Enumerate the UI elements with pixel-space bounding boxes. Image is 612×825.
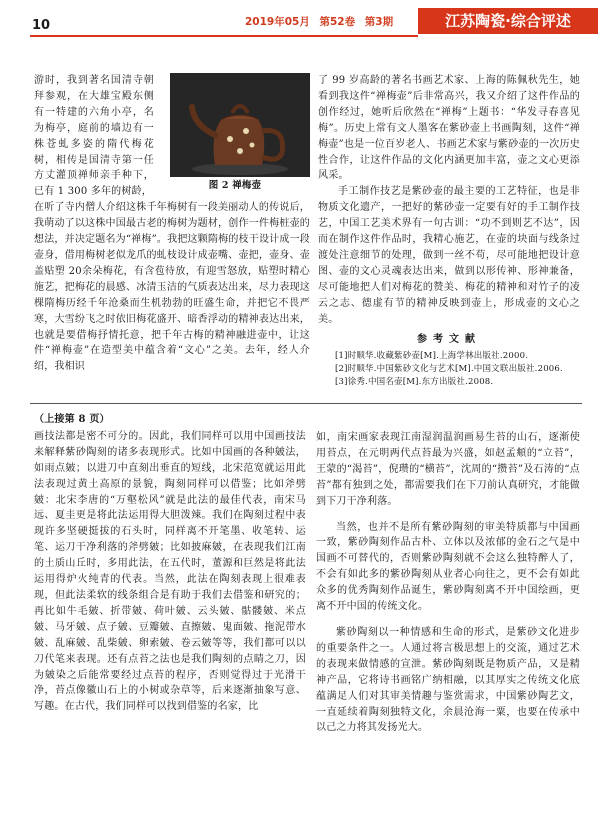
paragraph: 如，南宋画家表现江南湿润温润画易生苔的山石，逐渐使用苔点，在元明两代点苔最为兴盛，如赵孟頫的“立苔”，王蒙的“渴苔”，倪瓒的“横苔”，沈周的“攒苔”及石涛的“点苔”都有独到之处，都需要我们在下刀前认真研究，才能做到下刀干净利落。 [316, 432, 580, 507]
top-left-column [34, 73, 310, 375]
journal-banner: 江苏陶瓷·综合评述 [418, 8, 598, 34]
issue-year: 2019年05月 [245, 16, 310, 28]
continued-note: （上接第 8 页） [34, 414, 110, 425]
figure-caption: 图 2 禅梅壶 [208, 180, 262, 191]
references-title: 参考文献 [417, 333, 481, 345]
bottom-left-column [34, 412, 306, 715]
section-divider [30, 403, 582, 404]
paragraph: 了 99 岁高龄的著名书画艺术家、上海的陈佩秋先生，她看到我这件“禅梅壶”后非常高兴，我又介绍了这件作品的创作经过，她听后欣然在“禅梅”上题书：“华发寻春喜见梅”。历史上常有文人墨客在紫砂壶上书画陶刻，这件“禅梅壶”也是一位百岁老人、书画艺术家与紫砂壶的一次历史性合作，让这件作品的文化内涵更加丰富，壶之文心更添风采。 [318, 75, 580, 182]
body-paragraph: 在听了寺内僧人介绍这株千年梅树有一段美丽动人的传说后，我萌动了以这株中国最古老的梅树为题材，创作一件梅桩壶的想法，并决定题名为“禅梅”。我把这颗隋梅的枝干设计成一段壶身，借用梅树老似龙爪的虬枝设计成壶嘴、壶把，壶身、壶盖贴塑 20余朵梅花，有含苞待放，有迎雪怒放，贴塑时精心施艺，把梅花的晨感、冰清玉洁的气质表达出来，尽力表现这棵隋梅历经千年沧桑而生机勃勃的旺盛生命，并把它不畏严寒，大雪纷飞之时依旧梅花盛开、暗香浮动的精神表达出来，也就是要借梅抒情托意，把千年古梅的精神融进壶中，让这件“禅梅壶”在造型美中蕴含着“文心”之美。去年，经人介绍，我相识 [34, 202, 310, 373]
reference-item: [1]时顺华.收藏紫砂壶[M].上海学林出版社.2000. [335, 351, 529, 362]
page-number: 10 [32, 18, 51, 33]
paragraph: 紫砂陶刻以一种情感和生命的形式，是紫砂文化进步的重要条件之一。人通过将言极思想上的交流，通过艺术的表现来做情感的宣泄。紫砂陶刻既是物质产品，又是精神产品，它将诗书画铭广纳相融，以其厚实之传统文化底蕴满足人们对其审美情趣与鉴赏需求，中国紫砂陶艺文，一直延续着陶刻独特文化，余晨沧海一粟，也要在传承中以己之力将其发扬光大。 [316, 626, 580, 734]
reference-item: [2]时顺华.中国紫砂文化与艺术[M].中国文联出版社.2006. [335, 364, 563, 375]
page-header [0, 0, 612, 40]
teapot-photo-icon [170, 73, 310, 177]
paragraph: 手工制作技艺是紫砂壶的最主要的工艺特征，也是非物质文化遗产，一把好的紫砂壶一定要有好的手工制作技艺，中国工艺美术界有一句古训：“功不到则艺不达”，因而在制作这件作品时，我精心施艺，在壶的块面与线条过渡处注意细节的处理，做到一丝不苟，尽可能地把设计意图、壶的文心灵魂表达出来，做到以形传神、形神兼备，尽可能地把人们对梅花的赞美、梅花的精神和对竹子的凌云之志、德虚有节的精神反映到壶上，形成壶的文心之美。 [318, 186, 580, 325]
body-paragraph: 画技法都是密不可分的。因此，我们同样可以用中国画技法来解释紫砂陶刻的诸多表现形式。比如中国画的各种皴法，如雨点皴；以进刀中直刻出垂直的短线，北宋范宽就运用此法表现过黄土高原的景貌，陶刻同样可以借鉴；比如斧劈皴：北宋李唐的“万壑松风”就是此法的最佳代表，南宋马远、夏圭更是将此法运用得大胆泼辣。我们在陶刻过程中表现许多坚硬挺拔的石头时，同样离不开笔墨、收笔转、运笔、运刀干净利落的斧劈皴；比如披麻皴，在表现我们江南的土质山丘时，多用此法，在五代时，董源和巨然是将此法运用得炉火纯青的代表。当然，此法在陶刻表现上很难表现，但此法柔软的线条组合是有助于我们去借鉴和研究的；再比如牛毛皴、折带皴、荷叶皴、云头皴、骷髅皴、米点皴、马牙皴、点子皴、豆瓣皴、直擦皴、鬼面皴、拖泥带水皴、乱麻皴、乱柴皴、卵索皴、卷云皴等等，我们都可以以刀代笔来表现。还有点苔之法也是我们陶刻的点睛之刀，因为皴染之后能常要经过点苔的程序，否则觉得过于光滑干净，苔点像徽山石上的小树或杂草等，后来逐渐抽象写意、写趣。在古代，我们同样可以找到借鉴的名家，比 [34, 430, 306, 713]
issue-number: 第3期 [364, 16, 394, 28]
wrap-paragraph: 游时，我到著名国清寺朝拜参观，在大雄宝殿东侧有一特建的六角小亭，名为梅亭，庭前的墙边有一株苍虬多姿的隋代梅花树，相传是国清寺第一任方丈灌顶禅师亲手种下，已有 1 300 多年的树龄， [34, 75, 154, 198]
reference-item: [3]徐秀.中国名壶[M].东方出版社.2008. [335, 377, 494, 388]
bottom-right-column [316, 430, 580, 736]
header-rule [30, 35, 418, 37]
issue-volume: 第52卷 [319, 16, 356, 28]
paragraph: 当然，也并不是所有紫砂陶刻的审美特质都与中国画一致，紫砂陶刻作品古朴、立体以及浓郁的金石之气是中国画不可替代的，否则紫砂陶刻就不会这么独特醉人了，不会有如此多的紫砂陶刻从业者心向往之，更不会有如此众多的优秀陶刻作品诞生，紫砂陶刻离不开中国绘画，更离不开中国的传统文化。 [316, 521, 580, 613]
issue-info [245, 14, 399, 29]
figure-2 [160, 73, 310, 198]
top-right-column [318, 73, 580, 389]
